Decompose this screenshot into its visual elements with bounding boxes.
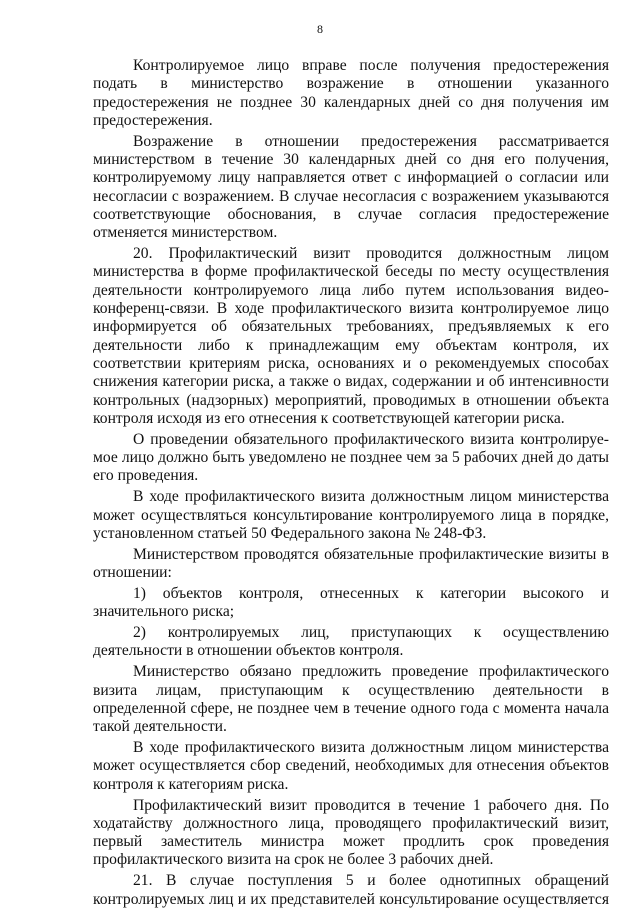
- paragraph-visit-consulting: В ходе профилактического визита должностным лицом министерства может осуществляться консультирование контролируемого лица в порядке, установленном статьей 50 Федерального закона № 248-ФЗ.: [93, 488, 609, 542]
- document-body: [93, 57, 609, 909]
- list-item-2: 2) контролируемых лиц, приступающих к осуществлению деятельности в отношении объектов контроля.: [93, 624, 609, 660]
- paragraph-similar-requests: 21. В случае поступления 5 и более однотипных обращений контролируемых лиц и их представителей консультирование осуществляется: [93, 872, 609, 908]
- paragraph-mandatory-visits: Министерством проводятся обязательные профилактические визиты в отношении:: [93, 545, 609, 581]
- paragraph-visit-notice: О проведении обязательного профилактического визита контролируе-мое лицо должно быть уведомлено не позднее чем за 5 рабочих дней до даты его проведения.: [93, 430, 609, 485]
- paragraph-objection-review: Возражение в отношении предостережения рассматривается министерством в течение 30 календарных дней со дня его получения, контролируемому лицу направляется ответ с информацией о согласии или несогласии с возражением. В случае несогласия с возражением указываются соответствующие обоснования, в случае согласия предостережение отменяется министерством.: [93, 132, 609, 242]
- paragraph-ministry-obliged: Министерство обязано предложить проведение профилактического визита лицам, приступающим к осуществлению деятельности в определенной сфере, не позднее чем в течение одного года с момента начала такой деятельности.: [93, 663, 609, 736]
- page-number: 8: [317, 22, 323, 36]
- paragraph-objection-right: Контролируемое лицо вправе после получения предостережения подать в министерство возражение в отношении указанного предостережения не позднее 30 календарных дней со дня получения им предостережения.: [93, 57, 609, 129]
- paragraph-preventive-visit: 20. Профилактический визит проводится должностным лицом министерства в форме профилактической беседы по месту осуществления деятельности контролируемого лица либо путем использования видео-конференц-связи. В ходе профилактического визита контролируемое лицо информируется об обязательных требованиях, предъявляемых к его деятельности либо к принадлежащим ему объектам контроля, их соответствии критериям риска, основаниях и о рекомендуемых способах снижения категории риска, а также о видах, содержании и об интенсивности контрольных (надзорных) мероприятий, проводимых в отношении объекта контроля исходя из его отнесения к соответствующей категории риска.: [93, 245, 609, 427]
- paragraph-visit-duration: Профилактический визит проводится в течение 1 рабочего дня. По ходатайству должностного лица, проводящего профилактический визит, первый заместитель министра может продлить срок проведения профилактического визита на срок не более 3 рабочих дней.: [93, 796, 609, 869]
- paragraph-data-collection: В ходе профилактического визита должностным лицом министерства может осуществляется сбор сведений, необходимых для отнесения объектов контроля к категориям риска.: [93, 739, 609, 793]
- list-item-1: 1) объектов контроля, отнесенных к категории высокого и значительного риска;: [93, 584, 609, 621]
